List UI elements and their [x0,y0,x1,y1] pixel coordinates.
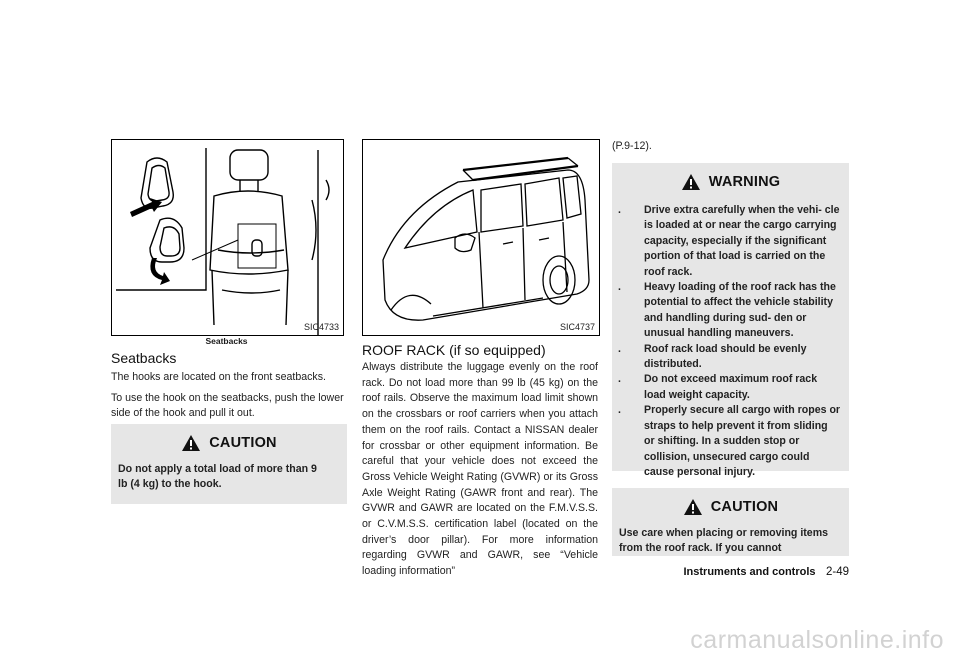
seatbacks-heading: Seatbacks [111,350,177,366]
caution-title: CAUTION [710,499,779,515]
warning-item [618,203,841,280]
caution-box-roof-rack [612,488,849,556]
warning-triangle-icon [683,498,703,516]
bullet-marker: . [618,281,621,294]
caution-box-seatbacks [111,424,347,504]
minivan-roof-rack-illustration [363,140,599,335]
caution-header [612,492,849,522]
warning-header [612,167,849,197]
warning-item-text: Roof rack load should be evenly distributed. [644,342,807,371]
warning-list [612,197,849,480]
seatbacks-paragraph: The hooks are located on the front seatbacks. [111,371,326,383]
warning-triangle-icon [681,173,701,191]
bullet-marker: . [618,373,621,386]
bullet-marker: . [618,204,621,216]
caution-text: Do not apply a total load of more than 9 lb (4 kg) to the hook. [118,463,317,491]
roof-rack-figure [362,139,600,336]
seatbacks-paragraph: To use the hook on the seatbacks, push the lower side of the hook and pull it out. [111,391,344,420]
figure-code-roof-rack: SIC4737 [559,322,595,332]
roof-rack-paragraph: Always distribute the luggage evenly on the roof rack. Do not load more than 99 lb (45 kg) on the roof rails. Observe the maximum load limit shown on the crossbars or roof carriers when you attach them on the roof rails. Contact a NISSAN dealer for crossbar or other equipment information. Be careful that your vehicle does not exceed the Gross Vehicle Weight Rating (GVWR) or its Gross Axle Weight Rating (GAWR front and rear). The GVWR and GAWR are located on the F.M.V.S.S. or C.V.M.S.S. certification label (located on the driver’s door pillar). For more information regarding GVWR and GAWR, see “Vehicle loading information” [362,361,598,578]
warning-item-text: Do not exceed maximum roof rack load weight capacity. [644,373,818,401]
page-number: 2-49 [825,566,849,578]
seatbacks-figure [111,139,344,336]
seatbacks-body [111,370,347,424]
footer-section-label: Instruments and controls [683,566,816,578]
bullet-marker: . [618,342,621,355]
warning-item-text: Properly secure all cargo with ropes or straps to help prevent it from sliding or shifting. In a sudden stop or collision, unsecured cargo could cause personal injury. [644,404,841,478]
caution-title: CAUTION [209,435,277,451]
seatbacks-illustration [112,140,343,335]
bullet-marker: . [618,404,621,417]
warning-item [618,280,841,342]
roof-rack-heading: ROOF RACK (if so equipped) [362,342,546,358]
warning-item-text: Drive extra carefully when the vehi- cle is loaded at or near the cargo carrying capacity, especially if the significant portion of that load is carried on the roof rack. [644,204,840,278]
warning-item-text: Heavy loading of the roof rack has the potential to affect the vehicle stability and handling during sud- den or unusual handling maneuvers. [644,281,836,340]
warning-box [612,163,849,478]
warning-title: WARNING [708,174,781,190]
warning-item [618,372,841,403]
roof-rack-continuation: (P.9-12). [612,140,652,152]
figure-code-seatbacks: SIC4733 [303,322,339,332]
page-footer [612,562,849,580]
warning-triangle-icon [181,434,201,452]
figure-caption-seatbacks: Seatbacks [205,336,248,346]
caution-text: Use care when placing or removing items from the roof rack. If you cannot [619,527,828,555]
caution-header [111,428,347,458]
watermark-text: carmanualsonline.info [690,626,944,654]
warning-item [618,403,841,480]
warning-item [618,342,841,373]
